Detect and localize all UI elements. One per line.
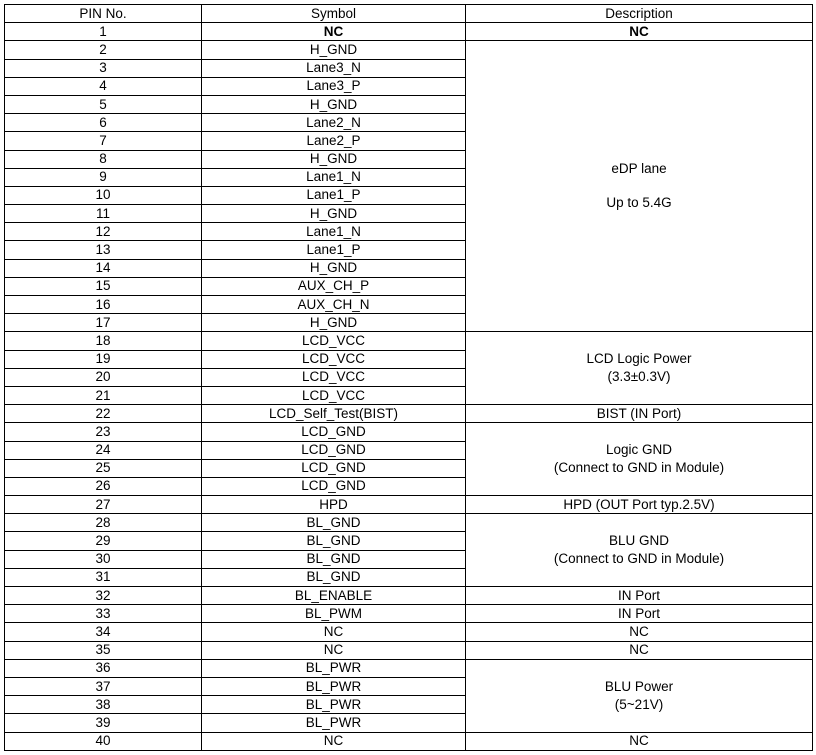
description-cell: NC [466, 23, 813, 41]
pin-cell: 11 [5, 205, 202, 223]
description-cell: IN Port [466, 587, 813, 605]
symbol-cell: BL_PWM [202, 605, 466, 623]
header-pin-no: PIN No. [5, 5, 202, 23]
symbol-cell: H_GND [202, 314, 466, 332]
pin-assignment-table [4, 4, 813, 751]
pin-cell: 39 [5, 714, 202, 732]
pin-cell: 32 [5, 587, 202, 605]
symbol-cell: Lane1_N [202, 223, 466, 241]
pin-cell: 19 [5, 350, 202, 368]
symbol-cell: BL_PWR [202, 714, 466, 732]
pin-cell: 10 [5, 186, 202, 204]
symbol-cell: LCD_VCC [202, 350, 466, 368]
description-line: eDP lane [611, 161, 667, 177]
pin-cell: 17 [5, 314, 202, 332]
symbol-cell: LCD_GND [202, 423, 466, 441]
symbol-cell: BL_GND [202, 532, 466, 550]
symbol-cell: LCD_VCC [202, 332, 466, 350]
description-line: (3.3±0.3V) [607, 369, 671, 385]
pin-cell: 3 [5, 59, 202, 77]
pin-cell: 34 [5, 623, 202, 641]
pin-cell: 27 [5, 496, 202, 514]
pin-cell: 38 [5, 696, 202, 714]
description-cell-lcd-logic-power [466, 332, 813, 405]
symbol-cell: Lane2_P [202, 132, 466, 150]
pin-cell: 15 [5, 277, 202, 295]
symbol-cell: H_GND [202, 95, 466, 113]
table-row [5, 496, 813, 514]
pin-cell: 16 [5, 296, 202, 314]
pin-cell: 22 [5, 405, 202, 423]
symbol-cell: NC [202, 641, 466, 659]
description-line: (5~21V) [614, 696, 664, 712]
description-cell-blu-gnd [466, 514, 813, 587]
table-row [5, 659, 813, 677]
table-row [5, 423, 813, 441]
pin-cell: 2 [5, 41, 202, 59]
symbol-cell: Lane1_P [202, 186, 466, 204]
symbol-cell: NC [202, 623, 466, 641]
pin-cell: 8 [5, 150, 202, 168]
description-line: Up to 5.4G [606, 195, 672, 211]
pin-cell: 37 [5, 677, 202, 695]
symbol-cell: Lane1_N [202, 168, 466, 186]
description-cell: NC [466, 623, 813, 641]
table-row [5, 605, 813, 623]
symbol-cell: Lane3_P [202, 77, 466, 95]
pin-cell: 31 [5, 568, 202, 586]
symbol-cell: LCD_Self_Test(BIST) [202, 405, 466, 423]
table-row [5, 623, 813, 641]
description-line: (Connect to GND in Module) [553, 460, 725, 476]
symbol-cell: H_GND [202, 205, 466, 223]
symbol-cell: BL_GND [202, 550, 466, 568]
symbol-cell: Lane1_P [202, 241, 466, 259]
pin-cell: 29 [5, 532, 202, 550]
header-description: Description [466, 5, 813, 23]
symbol-cell: BL_ENABLE [202, 587, 466, 605]
pin-cell: 33 [5, 605, 202, 623]
pin-cell: 9 [5, 168, 202, 186]
symbol-cell: LCD_GND [202, 441, 466, 459]
pin-cell: 24 [5, 441, 202, 459]
pin-cell: 5 [5, 95, 202, 113]
pin-cell: 12 [5, 223, 202, 241]
description-line: (Connect to GND in Module) [553, 551, 725, 567]
pin-cell: 28 [5, 514, 202, 532]
symbol-cell: LCD_VCC [202, 368, 466, 386]
description-line: BLU GND [608, 533, 669, 549]
symbol-cell: H_GND [202, 41, 466, 59]
symbol-cell: BL_PWR [202, 677, 466, 695]
symbol-cell: NC [202, 23, 466, 41]
pin-cell: 23 [5, 423, 202, 441]
description-cell-logic-gnd [466, 423, 813, 496]
table-row [5, 23, 813, 41]
symbol-cell: AUX_CH_P [202, 277, 466, 295]
symbol-cell: BL_PWR [202, 696, 466, 714]
pin-cell: 25 [5, 459, 202, 477]
description-line: BLU Power [604, 678, 674, 694]
pin-cell: 6 [5, 114, 202, 132]
pin-cell: 21 [5, 386, 202, 404]
symbol-cell: HPD [202, 496, 466, 514]
symbol-cell: BL_PWR [202, 659, 466, 677]
description-cell: HPD (OUT Port typ.2.5V) [466, 496, 813, 514]
table-row [5, 514, 813, 532]
pin-cell: 30 [5, 550, 202, 568]
pin-cell: 36 [5, 659, 202, 677]
symbol-cell: LCD_VCC [202, 386, 466, 404]
description-cell: NC [466, 641, 813, 659]
description-cell: BIST (IN Port) [466, 405, 813, 423]
symbol-cell: AUX_CH_N [202, 296, 466, 314]
table-row [5, 41, 813, 59]
table-row [5, 332, 813, 350]
pin-cell: 1 [5, 23, 202, 41]
pin-cell: 14 [5, 259, 202, 277]
table-header-row [5, 5, 813, 23]
symbol-cell: BL_GND [202, 568, 466, 586]
symbol-cell: NC [202, 732, 466, 750]
pin-cell: 7 [5, 132, 202, 150]
pin-cell: 40 [5, 732, 202, 750]
pin-cell: 13 [5, 241, 202, 259]
description-cell: IN Port [466, 605, 813, 623]
pin-cell: 35 [5, 641, 202, 659]
symbol-cell: Lane2_N [202, 114, 466, 132]
symbol-cell: LCD_GND [202, 477, 466, 495]
symbol-cell: BL_GND [202, 514, 466, 532]
pin-cell: 4 [5, 77, 202, 95]
table-row [5, 587, 813, 605]
table-row [5, 732, 813, 750]
pin-cell: 20 [5, 368, 202, 386]
symbol-cell: Lane3_N [202, 59, 466, 77]
description-cell-blu-power [466, 659, 813, 732]
symbol-cell: LCD_GND [202, 459, 466, 477]
description-line: LCD Logic Power [586, 351, 692, 367]
description-line: Logic GND [605, 442, 673, 458]
table-row [5, 641, 813, 659]
table-row [5, 405, 813, 423]
header-symbol: Symbol [202, 5, 466, 23]
pin-cell: 26 [5, 477, 202, 495]
description-cell: NC [466, 732, 813, 750]
symbol-cell: H_GND [202, 259, 466, 277]
symbol-cell: H_GND [202, 150, 466, 168]
pin-cell: 18 [5, 332, 202, 350]
description-cell-edp-lane [466, 41, 813, 332]
